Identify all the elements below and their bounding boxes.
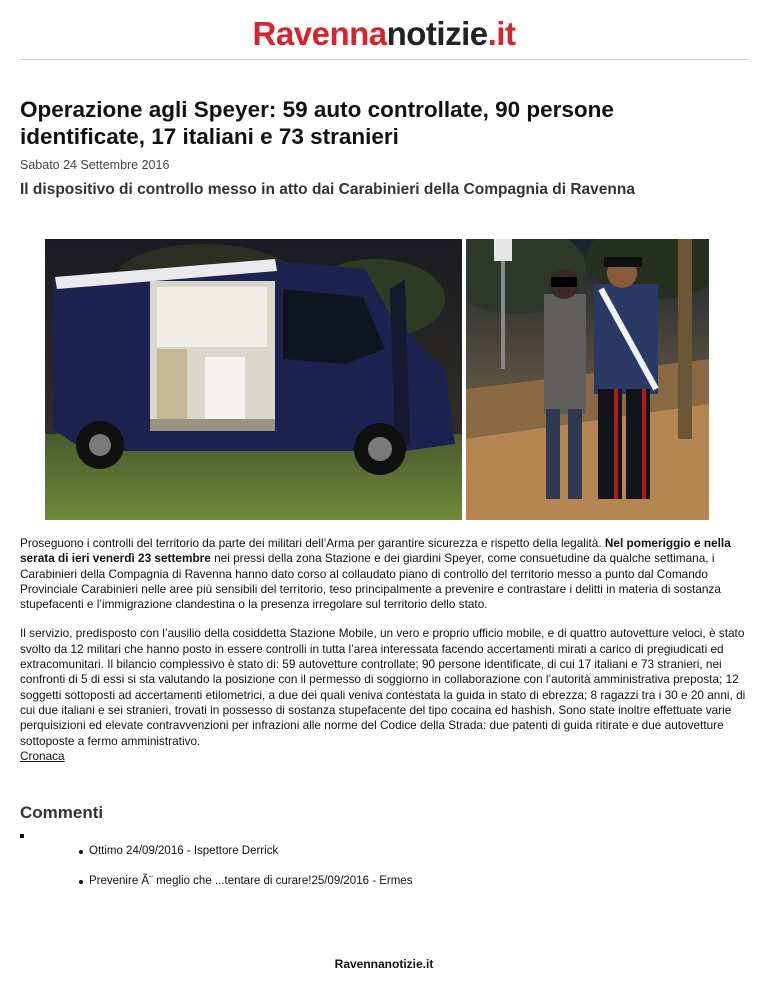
logo-ravenna: Ravenna — [252, 15, 387, 52]
comments-list-bullet — [20, 834, 24, 838]
comment-item: Ottimo 24/09/2016 - Ispettore Derrick — [89, 845, 279, 857]
comment-item: Prevenire Ã¨ meglio che ...tentare di curare!25/09/2016 - Ermes — [89, 875, 413, 887]
article-photos — [45, 239, 709, 520]
article-paragraph-1: Proseguono i controlli del territorio da parte dei militari dell’Arma per garantire sicurezza e rispetto della legalità. Nel pomeriggio e nella serata di ieri venerdì 23 settembre nei pressi della zona Stazione e dei giardini Speyer, come consuetudine da qualche settimana, i Carabinieri della Compagnia di Ravenna hanno dato corso al collaudato piano di controllo del territorio messo a punto dal Comando Provinciale Carabinieri nelle aree più sensibili del territorio, teso principalmente a prevenire e contrastare i delitti in materia di sostanza stupefacenti e l’immigrazione clandestina o la presenza irregolare sul territorio dello stato. — [20, 536, 731, 612]
logo-notizie: notizie — [386, 15, 488, 52]
article-title: Operazione agli Speyer: 59 auto controllate, 90 persone identificate, 17 italiani e 73 stranieri — [20, 97, 614, 149]
site-logo[interactable] — [0, 14, 768, 54]
highlight-date: Nel pomeriggio e nella serata di ieri venerdì 23 settembre — [20, 536, 731, 566]
logo-tld: .it — [487, 15, 516, 52]
header-divider — [20, 59, 749, 60]
footer-site-name: Ravennanotizie.it — [334, 957, 434, 971]
category-link[interactable]: Cronaca — [20, 748, 65, 763]
article-date: Sabato 24 Settembre 2016 — [20, 158, 170, 172]
article-body — [20, 536, 750, 764]
article-paragraph-2: Il servizio, predisposto con l’ausilio della cosiddetta Stazione Mobile, un vero e proprio ufficio mobile, e di quattro autovetture veloci, è stato svolto da 12 militari che hanno posto in essere controlli in tutta l’area interessata facendo accertamenti mirati a carico di pregiudicati ed extracomunitari. Il bilancio complessivo è stato di: 59 autovetture controllate; 90 persone identificate, di cui 17 italiani e 73 stranieri, nei confronti di 5 di essi si sta valutando la posizione con il permesso di soggiorno in collaborazione con l’autorità amministrativa preposta; 12 soggetti sottoposti ad accertamenti etilometrici, a due dei quali veniva contestata la guida in stato di ebrezza; 8 ragazzi tra i 30 e 20 anni, di cui due italiani e sei stranieri, trovati in possesso di sostanza stupefacente del tipo cocaina ed hashish. Sono state inoltre effettuate varie perquisizioni ed elevate contravvenzioni per infrazioni alle norme del Codice della Strada: due patenti di guida ritirate e due autovetture sottoposte a fermo amministrativo. Cronaca — [20, 626, 746, 763]
comments-heading: Commenti — [20, 803, 104, 822]
photo-mobile-station-van — [45, 239, 462, 520]
article-subtitle: Il dispositivo di controllo messo in atto dai Carabinieri della Compagnia di Ravenna — [20, 181, 635, 198]
photo-carabiniere-check — [466, 239, 709, 520]
